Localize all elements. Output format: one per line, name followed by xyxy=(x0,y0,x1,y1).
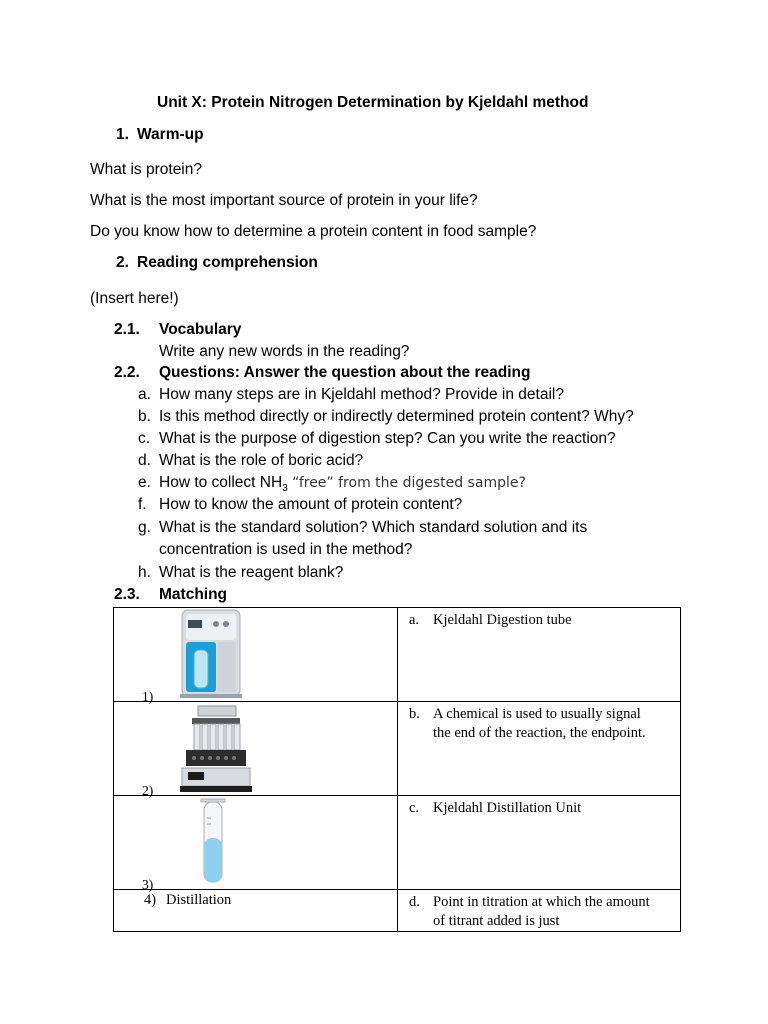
option-text: Kjeldahl Digestion tube xyxy=(433,612,572,628)
matching-left-cell xyxy=(114,796,398,890)
matching-option xyxy=(398,796,680,818)
matching-right-cell xyxy=(398,890,681,932)
question-text: What is the reagent blank? xyxy=(159,564,344,581)
item-number: 3) xyxy=(142,877,154,892)
matching-option xyxy=(398,608,680,630)
question-letter: h. xyxy=(138,564,151,581)
matching-right-cell xyxy=(398,796,681,890)
question-text: What is the role of boric acid? xyxy=(159,452,364,469)
digestion-block-image xyxy=(176,704,256,801)
question-text: What is the standard solution? Which standard solution and its xyxy=(159,519,588,536)
matching-option xyxy=(398,890,680,931)
option-text: Point in titration at which the amount of titrant added is just xyxy=(433,894,650,929)
section-2-heading: Reading comprehension xyxy=(137,254,318,271)
question-text: Is this method directly or indirectly determined protein content? Why? xyxy=(159,408,634,425)
question-letter: a. xyxy=(138,386,151,403)
question-text-part: How to collect NH xyxy=(159,474,283,491)
question-text: What is the purpose of digestion step? Can you write the reaction? xyxy=(159,430,616,447)
matching-option xyxy=(398,702,680,743)
question-letter: c. xyxy=(138,430,151,447)
item-number: 2) xyxy=(142,783,154,798)
vocabulary-instruction: Write any new words in the reading? xyxy=(159,343,410,360)
warmup-question-3: Do you know how to determine a protein content in food sample? xyxy=(90,223,537,240)
question-letter: b. xyxy=(138,408,151,425)
matching-right-cell xyxy=(398,702,681,796)
warmup-question-2: What is the most important source of protein in your life? xyxy=(90,192,478,209)
section-1-heading: Warm-up xyxy=(137,126,204,143)
warmup-question-1: What is protein? xyxy=(90,161,202,178)
question-text: How to know the amount of protein content? xyxy=(159,496,463,513)
question-letter: d. xyxy=(138,452,151,469)
question-letter: e. xyxy=(138,474,151,491)
table-row xyxy=(114,702,681,796)
question-text xyxy=(159,474,526,494)
kjeldahl-distillation-unit-image xyxy=(176,608,254,705)
subsection-2-2-number: 2.2. xyxy=(114,364,140,381)
option-text: A chemical is used to usually signal the end of the reaction, the endpoint. xyxy=(433,706,646,741)
matching-left-cell xyxy=(114,890,398,932)
question-text-continued: concentration is used in the method? xyxy=(159,541,413,558)
table-row xyxy=(114,796,681,890)
subsection-2-3-number: 2.3. xyxy=(114,586,140,603)
matching-table xyxy=(113,607,681,932)
matching-right-cell xyxy=(398,608,681,702)
item-number: 1) xyxy=(142,689,154,704)
matching-left-cell xyxy=(114,608,398,702)
subsection-2-1-heading: Vocabulary xyxy=(159,321,242,338)
option-letter: d. xyxy=(409,894,420,910)
matching-left-cell xyxy=(114,702,398,796)
question-text-part: “free” from the digested sample? xyxy=(292,475,526,491)
table-row xyxy=(114,890,681,932)
section-2-number: 2. xyxy=(116,254,129,271)
item-label: Distillation xyxy=(166,892,232,908)
question-text: How many steps are in Kjeldahl method? Provide in detail? xyxy=(159,386,564,403)
question-letter: g. xyxy=(138,519,151,536)
digestion-tube-image xyxy=(198,798,228,891)
insert-note: (Insert here!) xyxy=(90,290,179,307)
subsection-2-3-heading: Matching xyxy=(159,586,228,603)
item-number: 4) xyxy=(144,892,157,908)
option-text: Kjeldahl Distillation Unit xyxy=(433,800,582,816)
page-title: Unit X: Protein Nitrogen Determination by Kjeldahl method xyxy=(157,94,589,111)
section-1-number: 1. xyxy=(116,126,129,143)
subsection-2-2-heading: Questions: Answer the question about the reading xyxy=(159,364,531,381)
table-row xyxy=(114,608,681,702)
question-letter: f. xyxy=(138,496,147,513)
option-letter: a. xyxy=(409,612,420,628)
subsection-2-1-number: 2.1. xyxy=(114,321,140,338)
option-letter: c. xyxy=(409,800,420,816)
option-letter: b. xyxy=(409,706,420,722)
subscript-3: 3 xyxy=(282,483,288,495)
